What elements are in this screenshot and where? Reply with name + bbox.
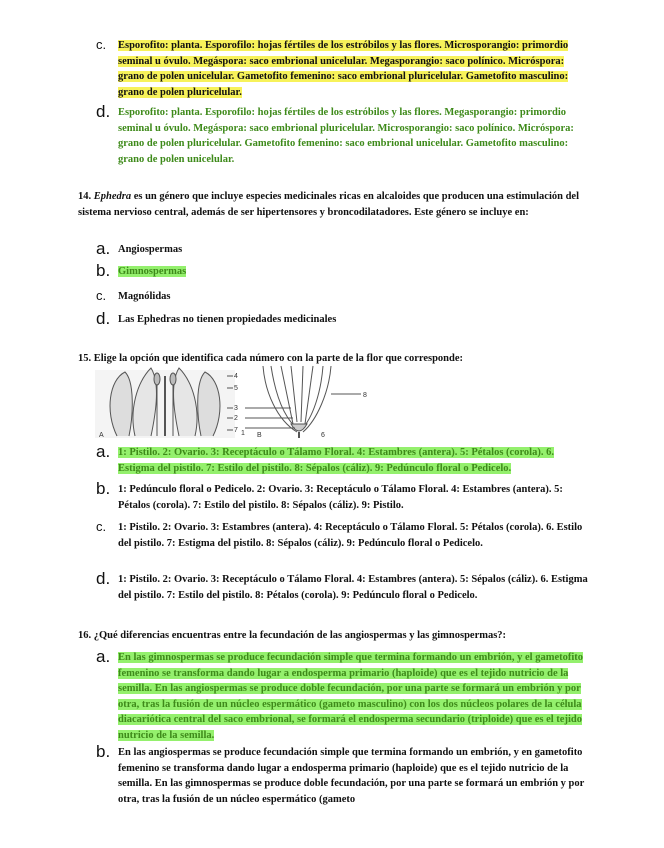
flower-b-drawing — [245, 366, 361, 438]
figure-label-5: 5 — [234, 385, 238, 392]
option-letter: b. — [96, 479, 111, 498]
q14-option-a[interactable] — [96, 239, 588, 258]
q14-option-c[interactable] — [98, 289, 588, 305]
figure-label-6: 6 — [321, 432, 325, 438]
q13-option-c[interactable] — [98, 38, 588, 100]
option-text: Angiospermas — [118, 244, 183, 255]
q16-option-b[interactable] — [96, 742, 588, 807]
option-letter: a. — [96, 442, 111, 461]
figure-label-a: A — [99, 432, 104, 438]
q15-stem: 15. Elige la opción que identifica cada número con la parte de la flor que corresponde: — [78, 353, 463, 364]
q13-option-d-text: Esporofito: planta. Esporofilo: hojas fértiles de los estróbilos y las flores. Megasporangio: primordio seminal u óvulo. Megáspora: saco embrional pluricelular. Microsporangio: saco polínico. Micróspora: grano de polen pluricelular. Gametofito femenino: saco embrional unicelular. Gametofito masculino: grano de polen unicelular. — [118, 107, 574, 165]
q15-option-d[interactable] — [96, 569, 588, 603]
figure-label-8: 8 — [363, 392, 367, 399]
q14-option-d[interactable] — [96, 309, 588, 328]
option-letter: c. — [96, 37, 107, 52]
option-text: Las Ephedras no tienen propiedades medicinales — [118, 314, 337, 325]
figure-label-7: 7 — [234, 427, 238, 434]
option-letter: d. — [96, 569, 111, 588]
figure-label-4: 4 — [234, 373, 238, 380]
q15-option-a[interactable] — [96, 442, 588, 476]
option-letter: a. — [96, 239, 111, 258]
option-letter: b. — [96, 742, 111, 761]
option-letter: c. — [96, 288, 107, 303]
q13-option-d[interactable] — [96, 102, 588, 167]
option-text: Gimnospermas — [118, 266, 187, 277]
q14-stem — [78, 189, 588, 220]
q16-option-a[interactable] — [96, 647, 588, 743]
q15-option-c[interactable] — [98, 520, 588, 551]
q15-option-b[interactable] — [96, 479, 588, 513]
flower-diagram — [95, 362, 395, 438]
figure-label-3: 3 — [234, 405, 238, 412]
figure-label-2: 2 — [234, 415, 238, 422]
option-text: 1: Pistilo. 2: Ovario. 3: Receptáculo o Tálamo Floral. 4: Estambres (antera). 5: Sépalos (cáliz). 6. Estigma del pistilo. 7: Estilo del pistilo. 8: Pétalos (corola). 9: Pedúnculo floral o Pedicelo. — [118, 574, 588, 601]
q16-stem: 16. ¿Qué diferencias encuentras entre la fecundación de las angiospermas y las gimnospermas?: — [78, 630, 507, 641]
q14-italic-term: Ephedra — [93, 191, 132, 202]
q14-number: 14. — [78, 191, 92, 202]
flower-a-drawing — [95, 368, 235, 438]
option-letter: a. — [96, 647, 111, 666]
figure-label-1: 1 — [241, 430, 245, 437]
q14-option-b[interactable] — [96, 261, 588, 280]
figure-label-b: B — [257, 432, 262, 438]
option-text: 1: Pistilo. 2: Ovario. 3: Estambres (antera). 4: Receptáculo o Tálamo Floral. 5: Pétalos (corola). 6. Estilo del pistilo. 7: Estigma del pistilo. 8: Sépalos (cáliz). 9: Pedúnculo floral o Pedicelo. — [118, 522, 583, 549]
q13-option-c-text: Esporofito: planta. Esporofilo: hojas fértiles de los estróbilos y las flores. Microsporangio: primordio seminal u óvulo. Megáspora: saco embrional unicelular. Megasporangio: saco polínico. Micróspora: grano de polen unicelular. Gametofito femenino: saco embrional pluricelular. Gametofito masculino: grano de polen pluricelular. — [118, 40, 569, 98]
option-text: Magnólidas — [118, 291, 171, 302]
option-text: 1: Pistilo. 2: Ovario. 3: Receptáculo o Tálamo Floral. 4: Estambres (antera). 5: Pétalos (corola). 6. Estigma del pistilo. 7: Estilo del pistilo. 8: Sépalos (cáliz). 9: Pedúnculo floral o Pedicelo. — [118, 447, 554, 474]
option-letter: d. — [96, 102, 111, 121]
option-letter: b. — [96, 261, 111, 280]
option-text: 1: Pedúnculo floral o Pedicelo. 2: Ovario. 3: Receptáculo o Tálamo Floral. 4: Estambres (antera). 5: Pétalos (corola). 7: Estilo del pistilo. 8: Sépalos (cáliz). 9: Pistilo. — [118, 484, 563, 511]
option-text: En las gimnospermas se produce fecundación simple que termina formando un embrión, y el gametofito femenino se transforma dando lugar a endosperma primario (haploide) que es el tejido nutricio de la semilla. En las angiospermas se produce doble fecundación, por una parte se formará un embrión y por otra, tras la fusión de un núcleo espermático (gameto masculino) con los dos núcleos polares de la célula diacariótica central del saco embrional, se formará el endosperma secundario (triploide) que es el tejido nutricio de la semilla. — [118, 652, 584, 741]
option-letter: d. — [96, 309, 111, 328]
option-text: En las angiospermas se produce fecundación simple que termina formando un embrión, y en gametofito femenino se transforma dando lugar a endosperma primario (haploide) que es el tejido nutricio de la semilla. En las gimnospermas se produce doble fecundación, por una parte se formará un embrión y por otra, tras la fusión de un núcleo espermático (gameto — [118, 747, 585, 805]
q14-stem-text: es un género que incluye especies medicinales ricas en alcaloides que producen una estimulación del sistema nervioso central, además de ser hipertensores y broncodilatadores. Este género se incluye en: — [78, 191, 580, 218]
option-letter: c. — [96, 519, 107, 534]
